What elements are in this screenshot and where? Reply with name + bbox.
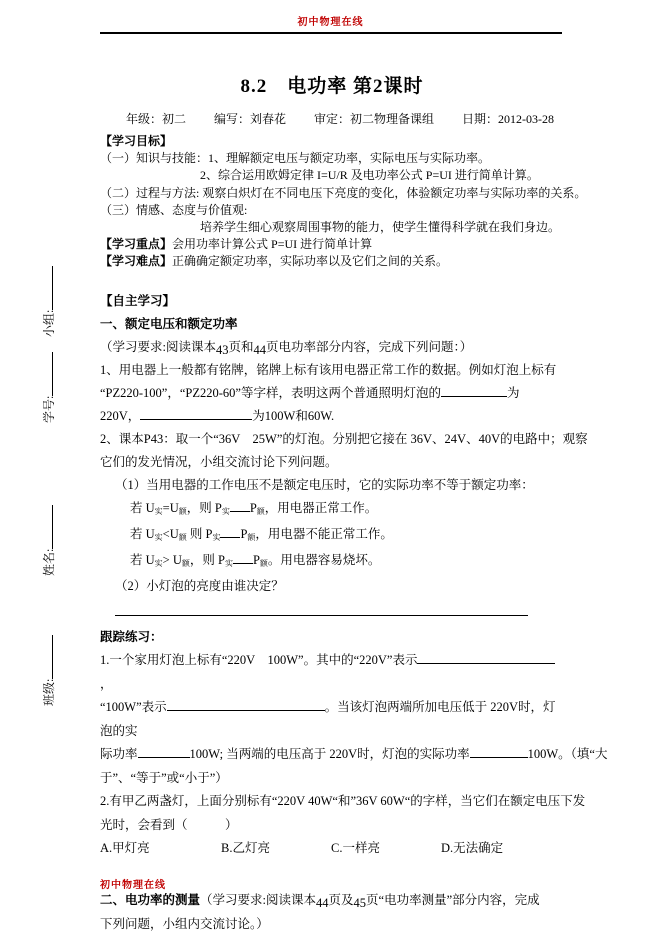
cond-text: 若 U: [130, 552, 155, 567]
req-text: 页和: [228, 339, 254, 354]
site-watermark-bottom: 初中物理在线: [100, 880, 166, 891]
goals-k2: （二）过程与方法: 观察白炽灯在不同电压下亮度的变化，体验额定功率与实际功率的关系。: [100, 185, 587, 200]
question1-line3-tail: 为100W和60W.: [252, 408, 335, 423]
subscript: 额: [247, 532, 256, 542]
practice-q1-tail: 。当该灯泡两端所加电压低于 220V时，灯泡的实: [100, 700, 556, 738]
key-point-text: 会用功率计算公式 P=UI 进行简单计算: [172, 237, 373, 252]
practice-q2-options: [100, 837, 564, 861]
condition-line-less: [100, 523, 564, 549]
margin-field-name: [40, 486, 56, 576]
page-number: 45: [353, 895, 367, 910]
option-c: C.一样亮: [331, 841, 380, 856]
subscript: 额: [178, 532, 187, 542]
topic2-req-text: 页及: [328, 892, 354, 907]
page-number: 43: [215, 342, 229, 357]
topic2-req-text: （学习要求:阅读课本: [200, 892, 316, 907]
practice-q1-line2: [100, 696, 564, 743]
option-a: A.甲灯亮: [100, 841, 150, 856]
subscript: 实: [154, 532, 163, 542]
fill-blank: [441, 384, 507, 397]
goals-k1-item2: 2、综合运用欧姆定律 I=U/R 及电功率公式 P=UI 进行简单计算。: [200, 168, 539, 183]
fill-blank: [233, 551, 253, 564]
goals-k3-label: （三）情感、态度与价值观:: [100, 202, 248, 217]
section-power-measurement: [100, 888, 564, 936]
goals-k1-item1: 1、理解额定电压与额定功率，实际电压与实际功率。: [208, 151, 491, 166]
subscript: 额: [178, 506, 187, 516]
question1-line2-tail: 为: [506, 385, 520, 400]
cond-text: 。用电器容易烧坏。: [267, 552, 381, 567]
fill-blank: [140, 407, 252, 420]
subscript: 实: [154, 506, 163, 516]
question1-line2-text: “PZ220-100”，“PZ220-60”等字样，表明这两个普通照明灯泡的: [100, 385, 441, 400]
question1-line1: 1、用电器上一般都有铭牌，铭牌上标有该用电器正常工作的数据。例如灯泡上标有: [100, 362, 557, 377]
margin-field-class: [40, 616, 56, 706]
condition-line-greater: [100, 549, 564, 575]
goals-k1-label: （一）知识与技能：: [100, 151, 209, 166]
cond-text: =U: [162, 500, 179, 515]
self-study-heading: 【自主学习】: [100, 293, 176, 308]
req-text: （学习要求:阅读课本: [100, 339, 216, 354]
question2-sub1: （1）当用电器的工作电压不是额定电压时，它的实际功率不等于额定功率：: [115, 477, 534, 492]
practice-q2-line2: 光时，会看到（ ）: [100, 817, 238, 832]
subscript: 实: [221, 506, 230, 516]
fill-blank: [417, 651, 555, 664]
margin-field-class-label: 班级:: [42, 678, 56, 706]
option-d: D.无法确定: [441, 841, 504, 856]
meta-writer: 编写：刘春花: [214, 112, 287, 126]
practice-heading: 跟踪练习：: [100, 629, 163, 644]
margin-field-group: [40, 247, 56, 337]
page-title: 8.2 电功率 第2课时: [240, 76, 424, 97]
fill-blank: [41, 505, 53, 549]
fill-blank: [41, 352, 53, 396]
practice-q1-line3: [100, 743, 608, 767]
question2-line2: 它们的发光情况，小组交流讨论下列问题。: [100, 454, 338, 469]
subscript: 额: [256, 506, 265, 516]
practice-q2-line1: 2.有甲乙两盏灯，上面分别标有“220V 40W“和”36V 60W“的字样，当它们在额定电压下发: [100, 794, 586, 809]
question1-line2: [100, 382, 564, 405]
fill-blank: [115, 603, 528, 616]
fill-blank: [220, 525, 240, 538]
difficulty-text: 正确确定额定功率，实际功率以及它们之间的关系。: [172, 254, 449, 269]
section-learning-goals: [100, 133, 587, 271]
question2-line1: 2、课本P43：取一个“36V 25W”的灯泡。分别把它接在 36V、24V、40V的电路中；观察: [100, 431, 588, 446]
practice-q1-tail: 100W。（填“大: [527, 747, 608, 762]
question1-line3-text: 220V，: [100, 408, 141, 423]
margin-field-group-label: 小组:: [42, 309, 56, 337]
margin-field-name-label: 姓名:: [42, 548, 56, 576]
cond-text: ，则 P: [186, 500, 222, 515]
cond-text: ，则 P: [189, 552, 225, 567]
question2-sub2: （2）小灯泡的亮度由谁决定？: [115, 578, 284, 593]
fill-blank: [41, 635, 53, 679]
meta-approver: 审定：初二物理备课组: [314, 112, 435, 126]
fill-blank: [167, 698, 325, 711]
meta-grade: 年级：初二: [126, 112, 187, 126]
cond-text: P: [252, 552, 260, 567]
difficulty-label: 【学习难点】: [100, 254, 173, 269]
cond-text: P: [240, 526, 248, 541]
cond-text: <U: [162, 526, 179, 541]
practice-q1-text: 1.一个家用灯泡上标有“220V 100W”。其中的“220V”表示: [100, 653, 418, 668]
cond-text: P: [249, 500, 257, 515]
goals-heading: 【学习目标】: [100, 134, 173, 148]
page-number: 44: [253, 342, 266, 357]
cond-text: ，用电器不能正常工作。: [255, 526, 393, 541]
margin-field-student-no: [40, 333, 56, 423]
cond-text: > U: [162, 552, 182, 567]
subscript: 实: [224, 558, 233, 568]
topic1-title: 一、额定电压和额定功率: [100, 316, 238, 331]
fill-blank: [138, 745, 190, 758]
cond-text: 若 U: [130, 526, 155, 541]
topic1-requirement: [100, 336, 564, 359]
practice-q1-tail: ，: [100, 676, 113, 691]
cond-text: 若 U: [130, 500, 155, 515]
page-number: 44: [316, 895, 329, 910]
practice-q1-line1: [100, 649, 564, 696]
document-body: [100, 72, 608, 936]
meta-row: [100, 110, 564, 128]
practice-q1-text: “100W”表示: [100, 700, 167, 715]
cond-text: ，用电器正常工作。: [264, 500, 378, 515]
practice-q1-line4: 于”、“等于”或“小于”）: [100, 770, 228, 785]
subscript: 实: [154, 558, 163, 568]
condition-line-equal: [100, 497, 564, 523]
subscript: 额: [181, 558, 190, 568]
req-text: 页电功率部分内容，完成下列问题：）: [266, 339, 473, 354]
section-self-study: [100, 290, 588, 624]
fill-blank: [470, 745, 528, 758]
meta-date: 日期：2012-03-28: [462, 112, 555, 126]
question1-line3: [100, 405, 564, 428]
option-b: B.乙灯亮: [221, 841, 270, 856]
subscript: 额: [259, 558, 268, 568]
section-practice: [100, 626, 608, 861]
key-point-label: 【学习重点】: [100, 237, 173, 252]
topic2-title: 二、电功率的测量: [100, 892, 201, 907]
topic2-title-line: [100, 888, 564, 912]
topic2-req-text: 页“电功率测量”部分内容，完成: [366, 892, 540, 907]
fill-blank: [230, 499, 250, 512]
practice-q1-text: 际功率: [100, 747, 138, 762]
margin-field-student-no-label: 学号:: [42, 395, 56, 423]
subscript: 实: [212, 532, 221, 542]
header-rule: [100, 32, 562, 34]
answer-blank-line: [100, 601, 564, 624]
cond-text: 则 P: [186, 526, 213, 541]
practice-q1-text: 100W; 当两端的电压高于 220V时，灯泡的实际功率: [189, 747, 470, 762]
site-watermark-top: 初中物理在线: [297, 17, 364, 28]
goals-k3-text: 培养学生细心观察周围事物的能力，使学生懂得科学就在我们身边。: [200, 220, 561, 235]
topic2-line2: 下列问题，小组内交流讨论。）: [100, 916, 269, 931]
fill-blank: [41, 266, 53, 310]
